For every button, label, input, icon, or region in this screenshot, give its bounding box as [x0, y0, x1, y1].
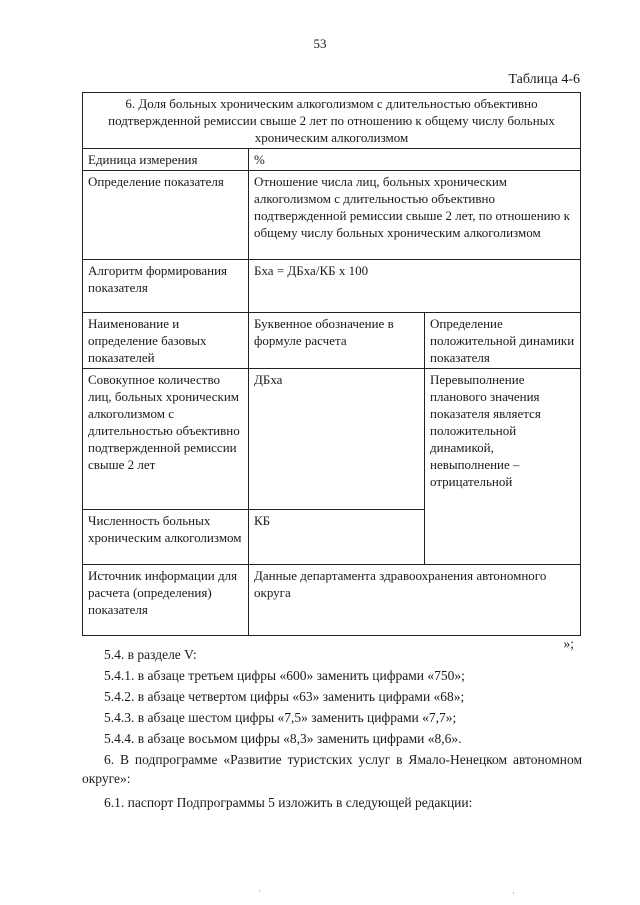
base-row-symbol: ДБха [249, 369, 425, 510]
algorithm-label: Алгоритм формирования показателя [83, 260, 249, 313]
paragraph: 5.4.3. в абзаце шестом цифры «7,5» заменить цифрами «7,7»; [104, 710, 457, 725]
scan-speck: · [512, 888, 515, 898]
unit-row [83, 149, 581, 171]
base-row [83, 369, 581, 510]
page-number: 53 [313, 36, 327, 51]
base-header-row [83, 313, 581, 369]
definition-row [83, 171, 581, 260]
base-row-name: Совокупное количество лиц, больных хроническим алкоголизмом с длительностью объективно подтвержденной ремиссии свыше 2 лет [83, 369, 249, 510]
definition-label: Определение показателя [83, 171, 249, 260]
source-value: Данные департамента здравоохранения автономного округа [249, 565, 581, 636]
base-header-symbol: Буквенное обозначение в формуле расчета [249, 313, 425, 369]
table-title: 6. Доля больных хроническим алкоголизмом с длительностью объективно подтвержденной ремиссии свыше 2 лет по отношению к общему числу больных хроническим алкоголизмом [83, 93, 581, 149]
paragraph: 5.4.4. в абзаце восьмом цифры «8,3» заменить цифрами «8,6». [104, 731, 462, 746]
dynamics-cell: Перевыполнение планового значения показателя является положительной динамикой, невыполнение – отрицательной [425, 369, 581, 565]
table-title-row [83, 93, 581, 149]
algorithm-row [83, 260, 581, 313]
paragraph: 6.1. паспорт Подпрограммы 5 изложить в следующей редакции: [104, 795, 473, 810]
paragraph: 5.4.1. в абзаце третьем цифры «600» заменить цифрами «750»; [104, 668, 465, 683]
closing-quote: »; [563, 636, 574, 651]
base-header-dynamics: Определение положительной динамики показателя [425, 313, 581, 369]
indicator-table [82, 92, 581, 636]
unit-value: % [249, 149, 581, 171]
source-label: Источник информации для расчета (определения) показателя [83, 565, 249, 636]
paragraph: 5.4.2. в абзаце четвертом цифры «63» заменить цифрами «68»; [104, 689, 465, 704]
base-header-name: Наименование и определение базовых показателей [83, 313, 249, 369]
algorithm-value: Бха = ДБха/КБ х 100 [249, 260, 581, 313]
paragraph: 6. В подпрограмме «Развитие туристских услуг в Ямало-Ненецком автономном округе»: [82, 752, 582, 786]
paragraph: 5.4. в разделе V: [104, 647, 197, 662]
source-row [83, 565, 581, 636]
definition-value: Отношение числа лиц, больных хроническим алкоголизмом с длительностью объективно подтвержденной ремиссии свыше 2 лет, по отношению к общему числу больных хроническим алкоголизмом [249, 171, 581, 260]
base-row-symbol: КБ [249, 510, 425, 565]
scan-speck: · [258, 886, 261, 896]
base-row-name: Численность больных хроническим алкоголизмом [83, 510, 249, 565]
unit-label: Единица измерения [83, 149, 249, 171]
table-label: Таблица 4-6 [508, 72, 580, 87]
